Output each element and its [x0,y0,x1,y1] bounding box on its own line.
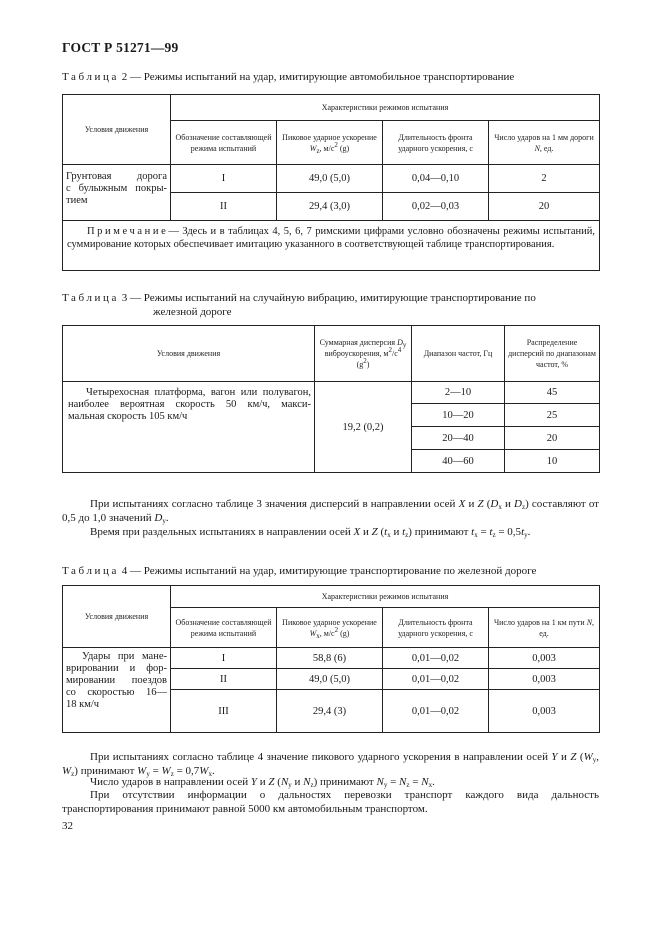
table4-row3-count: 0,003 [489,690,600,733]
table3-row4-range: 40—60 [412,450,505,473]
table3-dispersion-value: 19,2 (0,2) [315,382,412,473]
table3 [62,325,600,473]
table2-col-mode: Обозначение составляющей режима испытаний [171,121,277,165]
table3-col-dispersion: Суммарная дисперсия $D_y$ виброускорения, $м^2/с^4$ $(g^2)$ [315,326,412,382]
table4-row1-count: 0,003 [489,648,600,669]
table3-row1-range: 2—10 [412,382,505,404]
table2-caption-label: Таблица [62,71,119,83]
table2-col-group: Характеристики режимов испытания [171,95,600,121]
table4-col-group: Характеристики режимов испытания [171,586,600,608]
table4-col-duration: Длительность фронта ударного ускорения, с [383,608,489,648]
document-header: ГОСТ Р 51271—99 [62,40,179,55]
paragraph-dispersion: При испытаниях согласно таблице 3 значения дисперсий в направлении осей X и Z ($D_x$ и $D_z$) составляют от 0,5 до 1,0 значений $D_y$. [62,498,599,525]
table4-row2-mode: II [171,669,277,690]
table4 [62,585,600,733]
table3-col-distribution: Распределение дисперсий по диапазонам частот, % [505,326,600,382]
table4-row3-accel: 29,4 (3) [277,690,383,733]
table3-row1-share: 45 [505,382,600,404]
table4-col-count: Число ударов на 1 км пути N, ед. [489,608,600,648]
table4-row2-accel: 49,0 (5,0) [277,669,383,690]
table3-row2-range: 10—20 [412,404,505,427]
table2-condition: Грунтовая дорога с булыжным покры- тием [63,165,171,221]
table2-col-count: Число ударов на 1 мм дороги N, ед. [489,121,600,165]
paragraph-peak-accel: При испытаниях согласно таблице 4 значение пикового ударного ускорения в направлении осей Y и Z ($W_y$, $W_z$) принимают $W_y = W_z = 0,7W_x$. [62,751,600,778]
table2-note: Примечание— Здесь и в таблицах 4, 5, 6, 7 римскими цифрами условно обозначены режимы испытаний, суммирование которых обеспечивает имитацию указанного в соответствующей таблице транспортирования. [63,221,600,271]
page-number: 32 [62,820,73,832]
table3-condition: Четырехосная платформа, вагон или полувагон, наиболее вероятная скорость 50 км/ч, макси- мальная скорость 105 км/ч [63,382,315,473]
table2 [62,94,600,271]
paragraph-shock-count: Число ударов в направлении осей Y и Z ($N_y$ и $N_z$) принимают $N_y = N_z = N_x$. [90,776,435,789]
table3-row3-share: 20 [505,427,600,450]
table2-caption-text: 2 — Режимы испытаний на удар, имитирующие автомобильное транспортирование [121,71,515,83]
table3-caption-cont: железной дороге [153,306,232,318]
paragraph-distance: При отсутствии информации о дальностях перевозки транспорт каждого вида дальность транспортирования принимают равной 5000 км автомобильным транспортом. [62,789,599,815]
table3-caption [62,292,536,305]
table4-row3-mode: III [171,690,277,733]
table4-col-conditions: Условия движения [63,586,171,648]
table4-col-mode: Обозначение составляющей режима испытаний [171,608,277,648]
table3-row2-share: 25 [505,404,600,427]
table4-row2-count: 0,003 [489,669,600,690]
table2-row1-mode: I [171,165,277,193]
table2-caption [62,71,514,84]
table3-caption-text: 3 — Режимы испытаний на случайную вибрацию, имитирующие транспортирование по [121,292,536,304]
table3-row4-share: 10 [505,450,600,473]
table2-col-duration: Длительность фронта ударного ускорения, с [383,121,489,165]
table4-caption-text: 4 — Режимы испытаний на удар, имитирующие транспортирование по железной дороге [121,565,537,577]
table4-col-accel: Пиковое ударное ускорение $W_x$, $м/с^2$ (g) [277,608,383,648]
table4-row1-duration: 0,01—0,02 [383,648,489,669]
table4-caption [62,565,536,578]
table4-row1-accel: 58,8 (6) [277,648,383,669]
table4-row3-duration: 0,01—0,02 [383,690,489,733]
table2-row2-mode: II [171,193,277,221]
table2-row2-duration: 0,02—0,03 [383,193,489,221]
table3-col-conditions: Условия движения [63,326,315,382]
table2-row1-accel: 49,0 (5,0) [277,165,383,193]
table2-row2-accel: 29,4 (3,0) [277,193,383,221]
paragraph-time: Время при раздельных испытаниях в направлении осей X и Z ($t_x$ и $t_z$) принимают $t_x = t_z = 0,5t_y$. [90,526,531,539]
table4-row2-duration: 0,01—0,02 [383,669,489,690]
table3-row3-range: 20—40 [412,427,505,450]
table2-col-accel: Пиковое ударное ускорение $W_z$, $м/с^2$ (g) [277,121,383,165]
table4-row1-mode: I [171,648,277,669]
table4-condition: Удары при мане- врировании и фор- мировании поездов со скоростью 16— 18 км/ч [63,648,171,733]
table2-row1-duration: 0,04—0,10 [383,165,489,193]
table3-caption-label: Таблица [62,292,119,304]
table2-row1-count: 2 [489,165,600,193]
table2-col-conditions: Условия движения [63,95,171,165]
table2-row2-count: 20 [489,193,600,221]
table4-caption-label: Таблица [62,565,119,577]
table3-col-freq: Диапазон частот, Гц [412,326,505,382]
